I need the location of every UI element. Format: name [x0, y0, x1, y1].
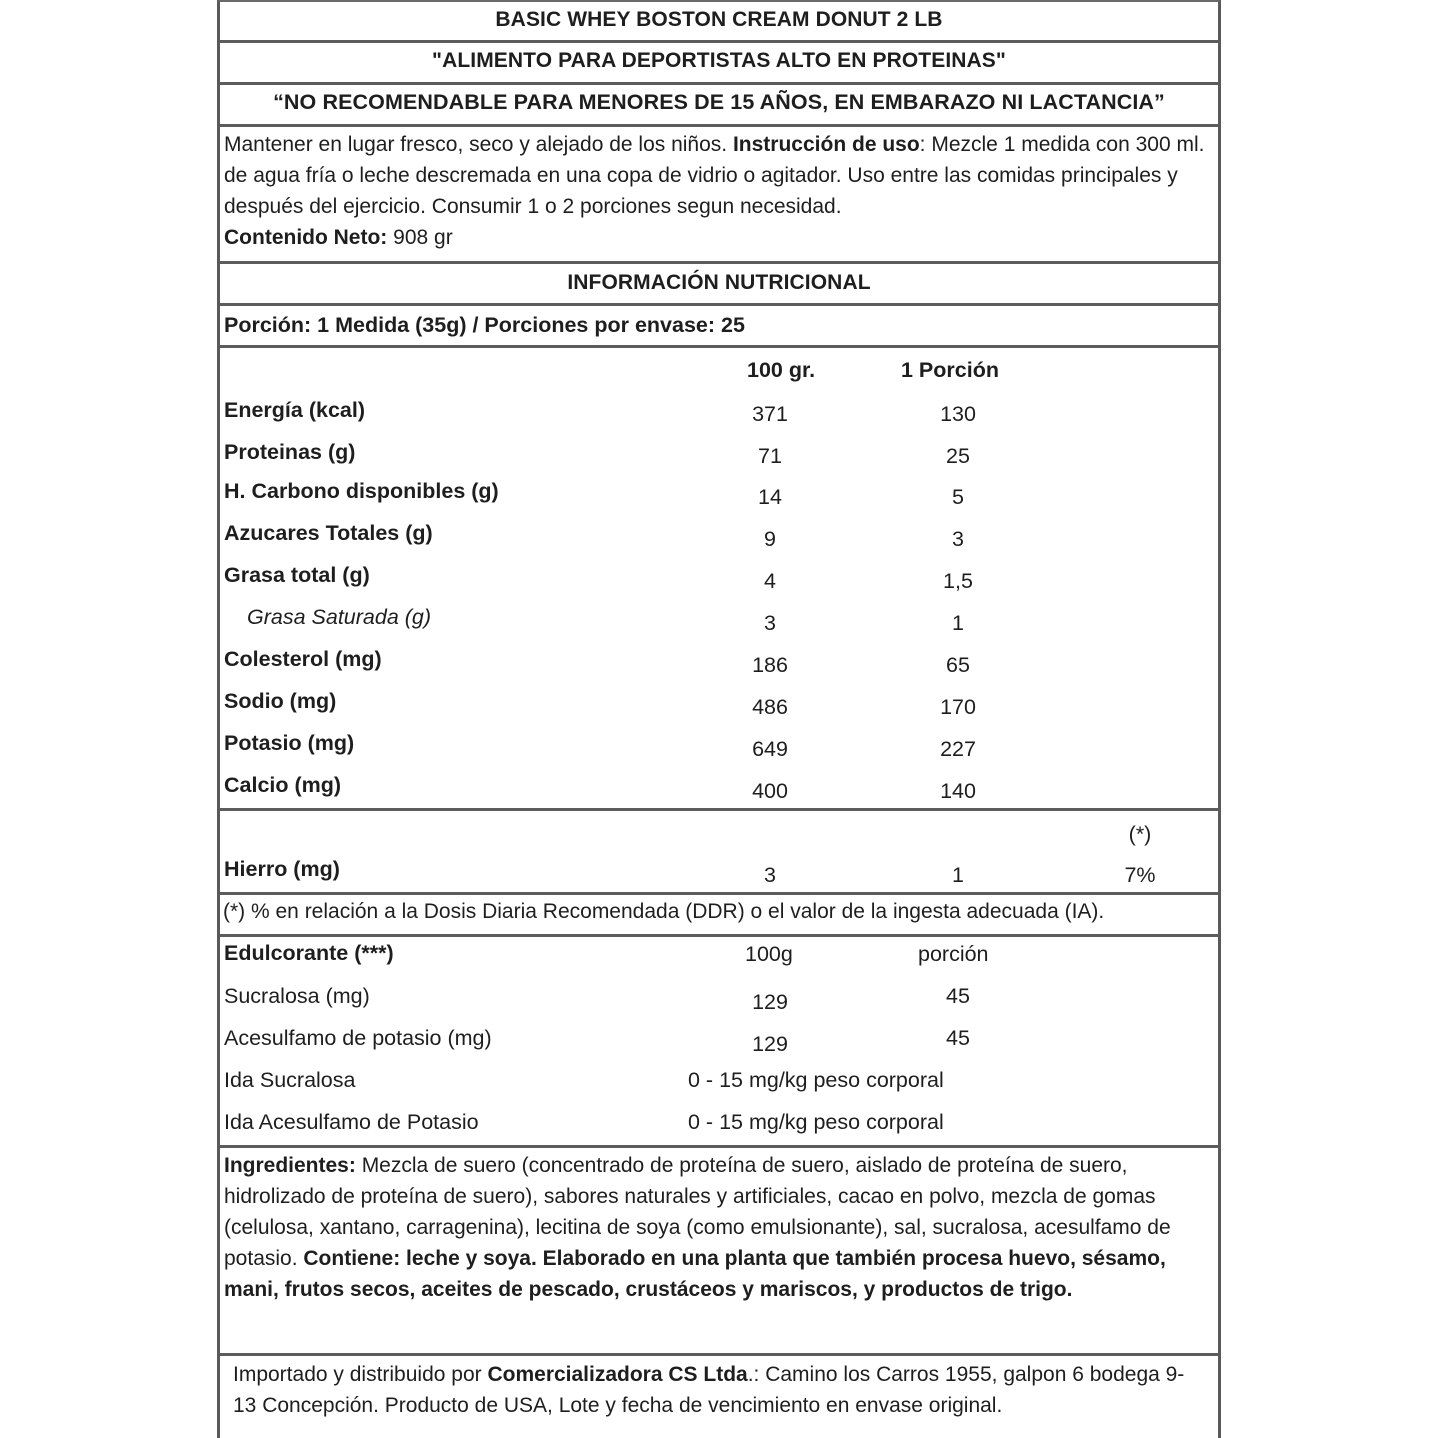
nutrient-row-energy: [220, 398, 1218, 428]
net-content-label: Contenido Neto:: [224, 226, 388, 249]
net-content-value: 908 gr: [387, 226, 453, 249]
nutrient-row-potassium: [220, 731, 1218, 761]
serving-info: Porción: 1 Medida (35g) / Porciones por envase: 25: [224, 313, 745, 337]
importer-company: Comercializadora CS Ltda: [487, 1363, 748, 1386]
nutrient-per100: 649: [752, 737, 788, 761]
nutrient-per100: 3: [764, 611, 776, 635]
nutrient-name: Calcio (mg): [224, 773, 342, 797]
sweetener-row-acesulfame: [220, 1026, 1218, 1056]
nutrient-per-portion: 140: [940, 779, 976, 803]
product-category: "ALIMENTO PARA DEPORTISTAS ALTO EN PROTEINAS": [432, 49, 1006, 72]
nutrient-per-portion: 227: [940, 737, 976, 761]
nutrient-per-portion: 130: [940, 402, 976, 426]
nutrient-per100: 486: [752, 695, 788, 719]
col-header-100g: 100 gr.: [747, 358, 816, 382]
sweetener-per100: 129: [752, 1032, 788, 1056]
sweetener-per100: 129: [752, 990, 788, 1014]
nutrient-row-sugars: [220, 521, 1218, 551]
ida-name: Ida Sucralosa: [224, 1068, 356, 1092]
nutrient-name: Energía (kcal): [224, 398, 365, 422]
nutrient-per-portion: 25: [946, 444, 970, 468]
nutrient-row-carbs: [220, 479, 1218, 509]
storage-text: Mantener en lugar fresco, seco y alejado de los niños.: [224, 133, 733, 156]
nutrient-name: Proteinas (g): [224, 440, 356, 464]
divider: [220, 82, 1218, 85]
divider: [220, 345, 1218, 348]
nutrient-row-iron: [220, 857, 1218, 887]
nutrition-title: INFORMACIÓN NUTRICIONAL: [567, 271, 871, 294]
nutrient-pct-ddr: 7%: [1124, 863, 1156, 887]
nutrient-per100: 14: [758, 485, 782, 509]
sweetener-per-portion: 45: [946, 984, 970, 1008]
sweetener-name: Acesulfamo de potasio (mg): [224, 1026, 492, 1050]
nutrient-name: Sodio (mg): [224, 689, 337, 713]
nutrition-label: [217, 0, 1221, 1438]
importer-address: .: Camino los Carros 1955, galpon 6 bodega 9-13 Concepción. Producto de USA, Lote y fecha de vencimiento en envase original.: [233, 1363, 1185, 1417]
instruction-label: Instrucción de uso: [732, 133, 920, 156]
sweetener-col-portion: porción: [918, 942, 989, 966]
nutrient-per100: 3: [764, 863, 776, 887]
nutrient-name: Potasio (mg): [224, 731, 355, 755]
nutrient-row-total-fat: [220, 563, 1218, 593]
instruction-text: : Mezcle 1 medida con 300 ml. de agua fría o leche descremada en una copa de vidrio o agitador. Uso entre las comidas principales y después del ejercicio. Consumir 1 o 2 porciones segun necesidad.: [224, 133, 1205, 218]
product-name: BASIC WHEY BOSTON CREAM DONUT 2 LB: [495, 8, 943, 31]
divider: [220, 124, 1218, 127]
divider: [220, 303, 1218, 306]
nutrient-per-portion: 1,5: [943, 569, 973, 593]
divider: [220, 934, 1218, 937]
allergens-text: Contiene: leche y soya. Elaborado en una planta que también procesa huevo, sésamo, mani, frutos secos, aceites de pescado, crustáceos y mariscos, y productos de trigo.: [224, 1247, 1166, 1301]
nutrient-per100: 71: [758, 444, 782, 468]
nutrient-per-portion: 1: [952, 863, 964, 887]
divider: [220, 892, 1218, 895]
nutrient-name: Grasa total (g): [224, 563, 370, 587]
nutrient-per-portion: 1: [952, 611, 964, 635]
importer-prefix: Importado y distribuido por: [233, 1363, 488, 1386]
pct-ddr-header: (*): [1128, 822, 1152, 846]
ddr-footnote: (*) % en relación a la Dosis Diaria Recomendada (DDR) o el valor de la ingesta adecuada (IA).: [223, 900, 1105, 923]
divider: [220, 40, 1218, 43]
nutrient-name: Colesterol (mg): [224, 647, 382, 671]
sweetener-per-portion: 45: [946, 1026, 970, 1050]
nutrient-name: Azucares Totales (g): [224, 521, 433, 545]
nutrient-per-portion: 170: [940, 695, 976, 719]
divider: [220, 808, 1218, 811]
ida-value: 0 - 15 mg/kg peso corporal: [688, 1068, 944, 1092]
warning-text: “NO RECOMENDABLE PARA MENORES DE 15 AÑOS, EN EMBARAZO NI LACTANCIA”: [273, 90, 1165, 114]
divider: [220, 1353, 1218, 1356]
sweetener-title: Edulcorante (***): [224, 941, 394, 965]
ida-value: 0 - 15 mg/kg peso corporal: [688, 1110, 944, 1134]
nutrient-name: H. Carbono disponibles (g): [224, 479, 499, 503]
usage-block: [220, 129, 1218, 253]
nutrient-per100: 4: [764, 569, 776, 593]
nutrient-row-calcium: [220, 773, 1218, 803]
nutrient-name: Grasa Saturada (g): [247, 605, 432, 629]
nutrient-row-sodium: [220, 689, 1218, 719]
nutrient-per-portion: 65: [946, 653, 970, 677]
nutrient-per100: 9: [764, 527, 776, 551]
nutrient-per100: 186: [752, 653, 788, 677]
col-header-portion: 1 Porción: [901, 358, 999, 382]
sweetener-name: Sucralosa (mg): [224, 984, 370, 1008]
ida-name: Ida Acesulfamo de Potasio: [224, 1110, 479, 1134]
nutrient-per-portion: 3: [952, 527, 964, 551]
nutrient-per-portion: 5: [952, 485, 964, 509]
sweetener-row-sucralose: [220, 984, 1218, 1014]
sweetener-header-row: [220, 941, 1218, 971]
divider: [220, 261, 1218, 264]
nutrient-per100: 400: [752, 779, 788, 803]
nutrient-row-cholesterol: [220, 647, 1218, 677]
nutrient-row-protein: [220, 440, 1218, 470]
importer-info: [229, 1359, 1218, 1421]
nutrient-row-saturated-fat: [220, 605, 1218, 635]
nutrient-per100: 371: [752, 402, 788, 426]
ingredients-block: [220, 1150, 1218, 1305]
ingredients-text: Mezcla de suero (concentrado de proteína de suero, aislado de proteína de suero, hidrolizado de proteína de suero), sabores naturales y artificiales, cacao en polvo, mezcla de gomas (celulosa, xantano, carragenina), lecitina de soya (como emulsionante), sal, sucralosa, acesulfamo de potasio.: [224, 1154, 1171, 1270]
nutrient-name: Hierro (mg): [224, 857, 340, 881]
ingredients-label: Ingredientes:: [224, 1154, 356, 1177]
divider: [220, 1145, 1218, 1148]
sweetener-col-100g: 100g: [745, 942, 793, 966]
